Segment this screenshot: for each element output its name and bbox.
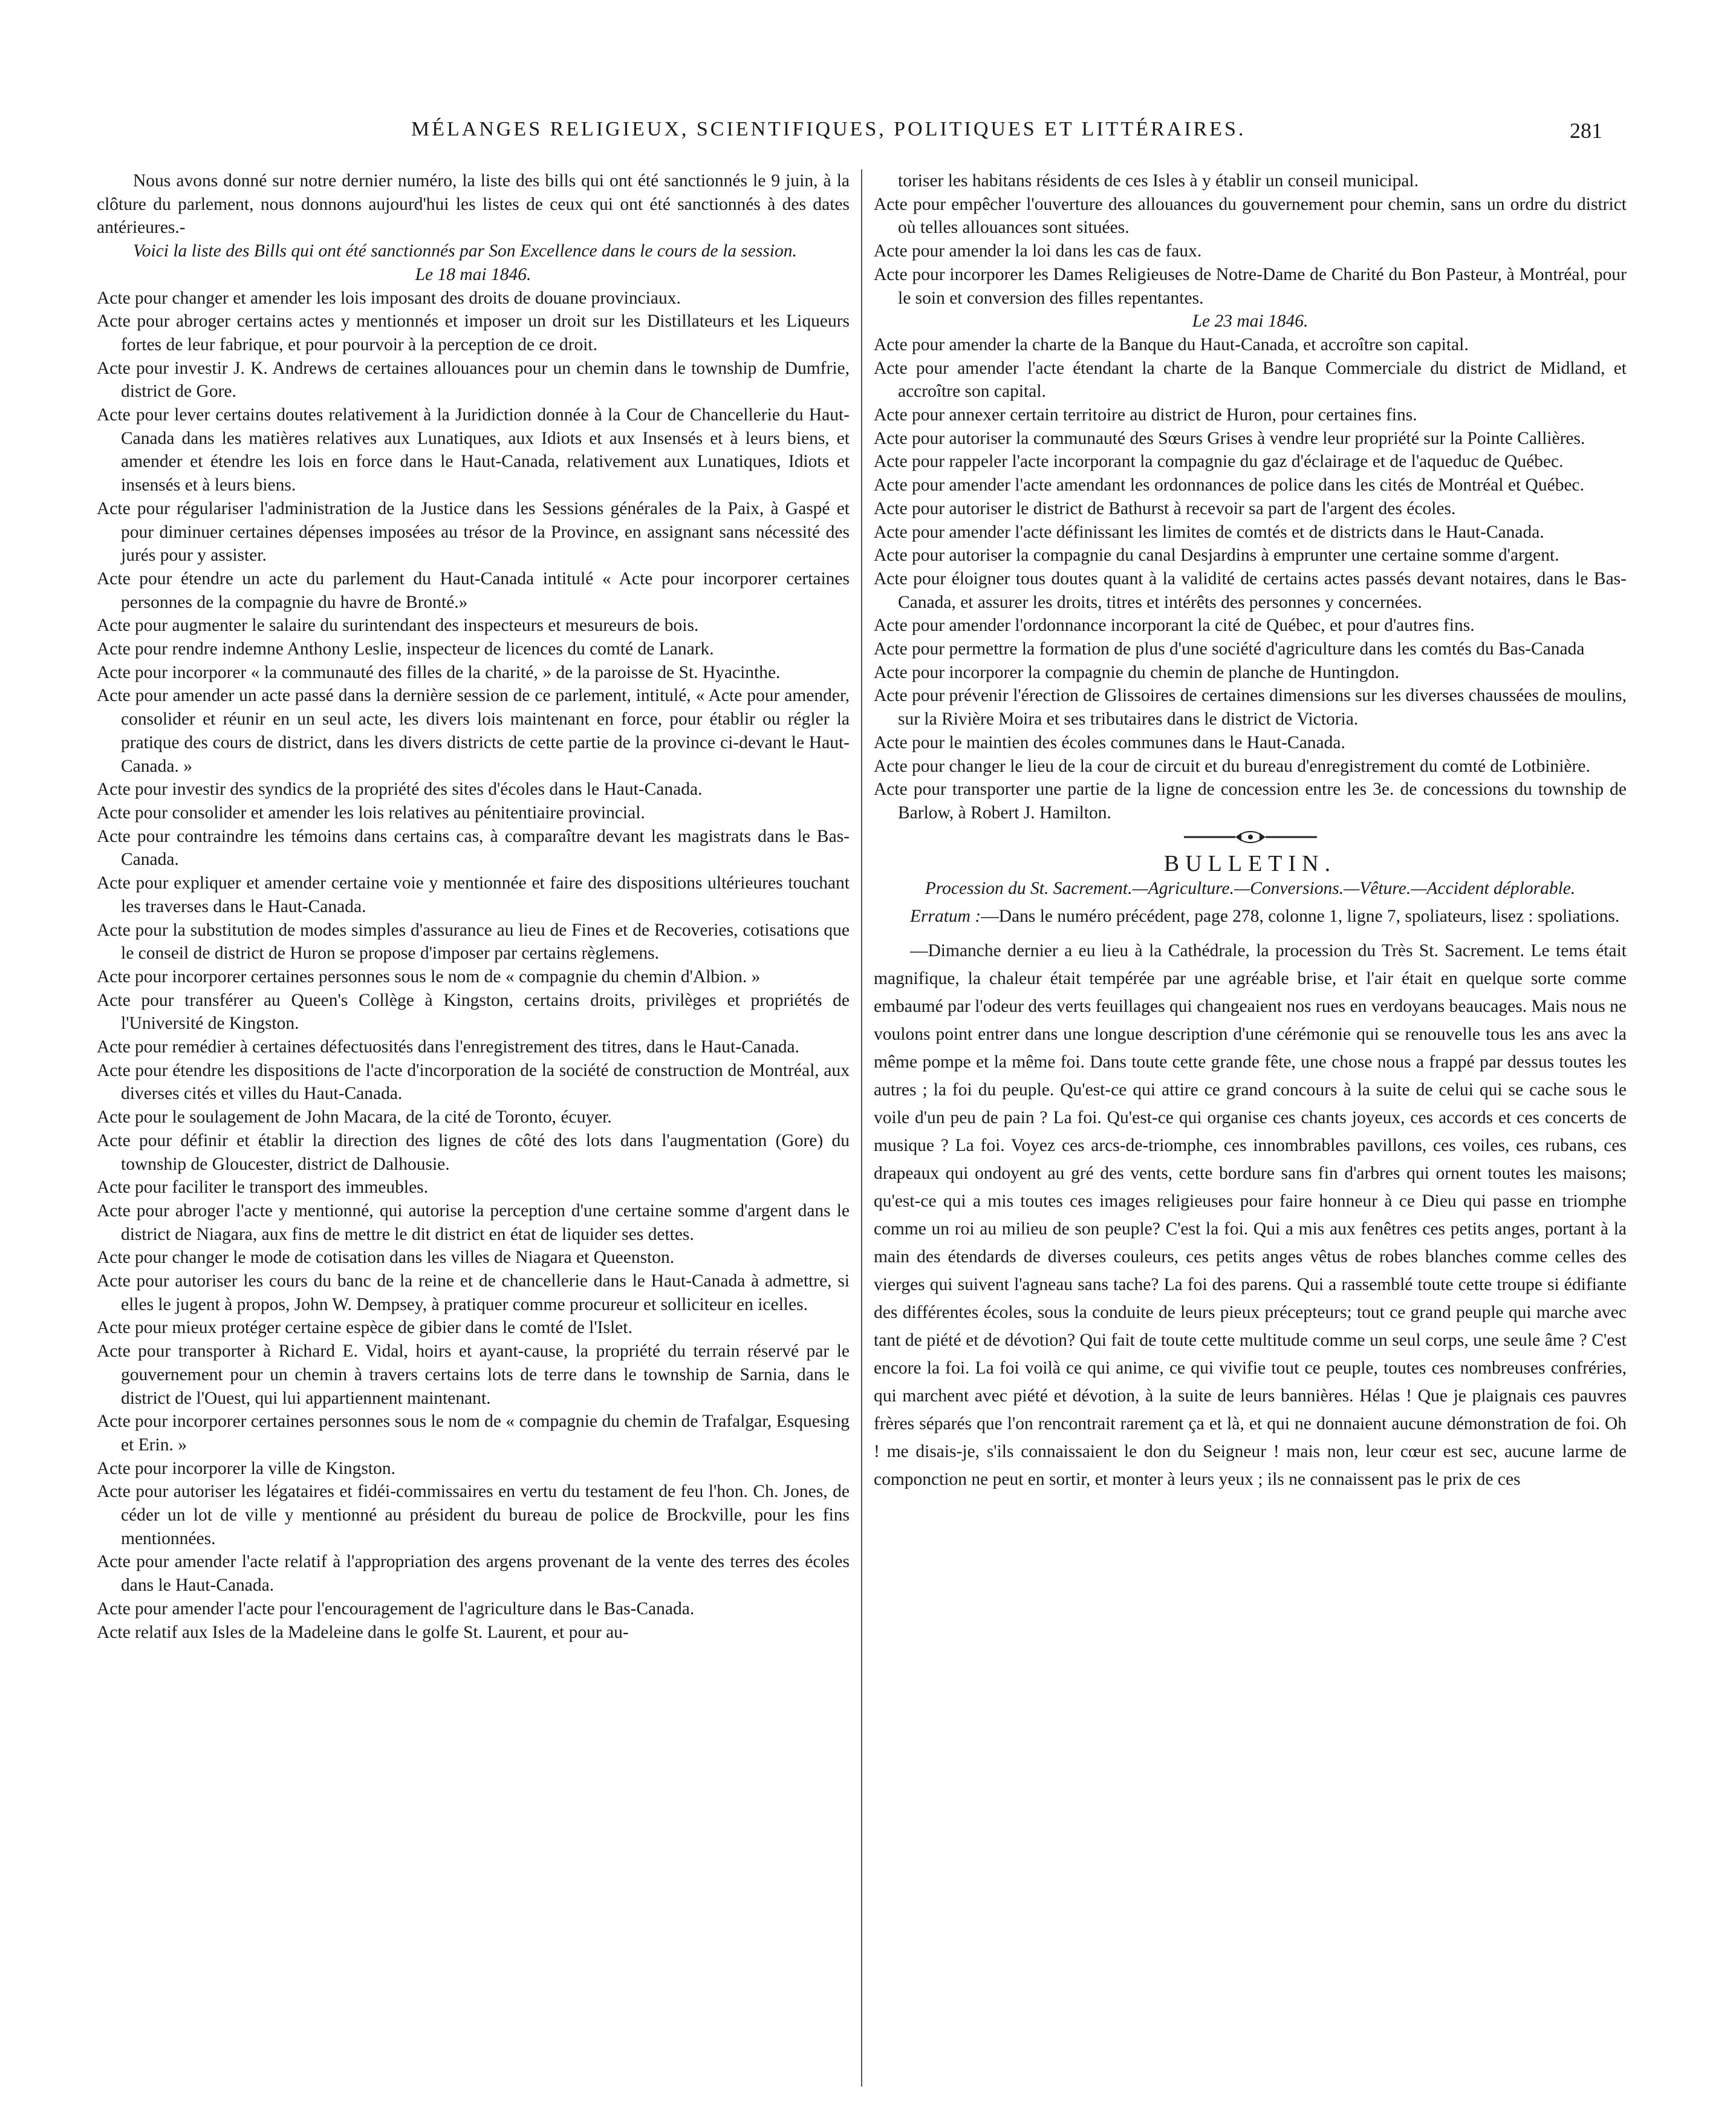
bulletin-title: BULLETIN. [1163,850,1337,876]
act-item: Acte pour autoriser les cours du banc de la reine et de chancellerie dans le Haut-Canada à admettre, si elles le jugent à propos, John W. Dempsey, à pratiquer comme procureur et solliciteur en icelles. [97,1271,850,1314]
bulletin-paragraph: —Dimanche dernier a eu lieu à la Cathédrale, la procession du Très St. Sacrement. Le tems était magnifique, la chaleur était tempérée par une agréable brise, et l'air était en quelque sorte comme embaumé par l'odeur des verts feuillages qui changeaient nos rues en verdoyans beaucages. Mais nous ne voulons point entrer dans une longue description d'une cérémonie qui se renouvelle tous les ans avec la même pompe et la même foi. Dans toute cette grande fête, une chose nous a frappé par dessus toutes les autres ; la foi du peuple. Qu'est-ce qui attire ce grand concours à la suite de celui qui se cache sous le voile d'un peu de pain ? La foi. Qu'est-ce qui organise ces chants joyeux, ces accords et ces concerts de musique ? La foi. Voyez ces arcs-de-triomphe, ces innombrables pavillons, ces voiles, ces rubans, ces drapeaux qui ondoyent au gré des vents, cette bordure sans fin d'arbres qui ornent toutes les maisons; qu'est-ce qui a mis toutes ces images religieuses pour faire honneur à ce Dieu qui passe en triomphe comme un roi au milieu de son peuple? C'est la foi. Qui a mis aux fenêtres ces petits anges, portant à la main des étendards de diverses couleurs, ces petits anges vêtus de robes blanches comme celles des vierges qui suivent l'agneau sans tache? La foi des parens. Qui a rassemblé toute cette troupe si édifiante des différentes écoles, sous la conduite de leurs pieux précepteurs; tout ce grand peuple qui marche avec tant de piété et de dévotion? Qui fait de toute cette multitude comme un seul corps, une seule âme ? C'est encore la foi. La foi voilà ce qui anime, ce qui vivifie tout ce peuple, toutes ces nombreuses confréries, qui marchent avec piété et dévotion, à la suite de leurs bannières. Hélas ! Que je plaignais ces pauvres frères séparés que l'on rencontrait rarement ça et là, et qui ne donnaient aucune démonstration de foi. Oh ! me disais-je, s'ils connaissaient le don du Seigneur ! mais non, leur cœur est sec, aucune larme de componction ne peut en sortir, et monter à leurs yeux ; ils ne connaissent pas le prix de ces [874,941,1627,1490]
act-item: Acte pour changer le lieu de la cour de circuit et du bureau d'enregistrement du comté de Lotbinière. [874,756,1590,776]
column-divider [861,169,862,2087]
act-item: Acte pour transférer au Queen's Collège à Kingston, certains droits, privilèges et propriétés de l'Université de Kingston. [97,990,850,1034]
erratum-label: Erratum : [910,907,981,927]
act-item: Acte pour définir et établir la direction des lignes de côté des lots dans l'augmentation (Gore) du township de Gloucester, district de Dalhousie. [97,1130,850,1174]
act-item: Acte pour amender la charte de la Banque du Haut-Canada, et accroître son capital. [874,334,1469,354]
erratum [874,905,1627,928]
act-item: Acte relatif aux Isles de la Madeleine dans le golfe St. Laurent, et pour au- [97,1622,629,1642]
act-item: Acte pour autoriser les légataires et fidéi-commissaires en vertu du testament de feu l'hon. Ch. Jones, de céder un lot de ville y mentionné au président du bureau de police de Brockville, pour les fins mentionnées. [97,1482,850,1548]
act-item: Acte pour amender l'acte amendant les ordonnances de police dans les cités de Montréal et Québec. [874,475,1585,495]
act-item: Acte pour empêcher l'ouverture des allouances du gouvernement pour chemin, sans un ordre du district où telles allouances sont situées. [874,194,1627,238]
acts-list [97,287,850,1644]
act-item: Acte pour faciliter le transport des immeubles. [97,1178,429,1198]
acts-list [874,333,1627,825]
date-heading: Le 18 mai 1846. [415,264,532,284]
act-item: Acte pour amender l'acte définissant les limites de comtés et de districts dans le Haut-Canada. [874,522,1544,542]
act-item: Acte pour incorporer la ville de Kingston. [97,1458,395,1478]
act-item: Acte pour amender la loi dans les cas de faux. [874,241,1202,261]
act-item: Acte pour abroger l'acte y mentionné, qui autorise la perception d'une certaine somme d'argent dans le district de Niagara, aux fins de mettre le dit district en état de liquider ses dettes. [97,1201,850,1244]
ornament-divider [874,829,1627,850]
act-item: Acte pour lever certains doutes relativement à la Juridiction donnée à la Cour de Chancellerie du Haut-Canada dans les matières relatives aux Lunatiques, aux Idiots et aux Insensés et à leurs biens, et amender et étendre les lois en force dans le Haut-Canada, relativement aux Lunatiques, Idiots et insensés et à leurs biens. [97,405,850,495]
act-item: Acte pour rendre indemne Anthony Leslie, inspecteur de licences du comté de Lanark. [97,639,714,659]
act-item: Acte pour investir J. K. Andrews de certaines allouances pour un chemin dans le township de Dumfrie, district de Gore. [97,358,850,402]
act-item: Acte pour incorporer « la communauté des filles de la charité, » de la paroisse de St. Hyacinthe. [97,662,781,682]
act-item: Acte pour le soulagement de John Macara, de la cité de Toronto, écuyer. [97,1107,612,1127]
page-number: 281 [1570,119,1602,143]
acts-list-continued [874,169,1627,310]
act-item: Acte pour la substitution de modes simples d'assurance au lieu de Fines et de Recoveries, cotisations que le conseil de district de Huron se propose d'imposer par certains règlemens. [97,920,850,963]
act-item: toriser les habitans résidents de ces Isles à y établir un conseil municipal. [898,171,1419,191]
act-item: Acte pour annexer certain territoire au district de Huron, pour certaines fins. [874,405,1417,425]
act-item: Acte pour étendre un acte du parlement du Haut-Canada intitulé « Acte pour incorporer certaines personnes de la compagnie du havre de Bronté.» [97,569,850,612]
bulletin-subtitle: Procession du St. Sacrement.—Agriculture.—Conversions.—Vêture.—Accident déplorable. [925,878,1576,898]
left-column [97,169,850,2087]
act-item: Acte pour transporter une partie de la ligne de concession entre les 3e. de concessions du township de Barlow, à Robert J. Hamilton. [874,780,1627,823]
ornament-icon [1178,829,1323,845]
act-item: Acte pour incorporer les Dames Religieuses de Notre-Dame de Charité du Bon Pasteur, à Montréal, pour le soin et conversion des filles repentantes. [874,264,1627,308]
act-item: Acte pour autoriser la communauté des Sœurs Grises à vendre leur propriété sur la Pointe Callières. [874,428,1585,448]
act-item: Acte pour changer et amender les lois imposant des droits de douane provinciaux. [97,288,681,308]
act-item: Acte pour consolider et amender les lois relatives au pénitentiaire provincial. [97,803,645,823]
act-item: Acte pour amender l'acte relatif à l'appropriation des argens provenant de la vente des terres des écoles dans le Haut-Canada. [97,1552,850,1596]
erratum-text: —Dans le numéro précédent, page 278, colonne 1, ligne 7, spoliateurs, lisez : spoliations. [981,907,1620,927]
act-item: Acte pour augmenter le salaire du surintendant des inspecteurs et mesureurs de bois. [97,616,699,636]
act-item: Acte pour transporter à Richard E. Vidal, hoirs et ayant-cause, la propriété du terrain réservé par le gouvernement pour un chemin à travers certains lots de terre dans le township de Sarnia, dans le district de l'Ouest, qui lui appartiennent maintenant. [97,1341,850,1408]
act-item: Acte pour incorporer certaines personnes sous le nom de « compagnie du chemin de Trafalgar, Esquesing et Erin. » [97,1412,850,1455]
act-item: Acte pour expliquer et amender certaine voie y mentionnée et faire des dispositions ultérieures touchant les traverses dans le Haut-Canada. [97,873,850,916]
act-item: Acte pour incorporer la compagnie du chemin de planche de Huntingdon. [874,662,1400,682]
act-item: Acte pour abroger certains actes y mentionnés et imposer un droit sur les Distillateurs et les Liqueurs fortes de leur fabrique, et pour pourvoir à la perception de ce droit. [97,311,850,354]
act-item: Acte pour incorporer certaines personnes sous le nom de « compagnie du chemin d'Albion. » [97,966,761,986]
act-item: Acte pour prévenir l'érection de Glissoires de certaines dimensions sur les diverses chaussées de moulins, sur la Rivière Moira et ses tributaires dans le district de Victoria. [874,686,1627,729]
act-item: Acte pour régulariser l'administration de la Justice dans les Sessions générales de la Paix, à Gaspé et pour diminuer certaines dépenses imposées au trésor de la Province, en assignant sans nécessité des jurés pour y assister. [97,498,850,566]
act-item: Acte pour le maintien des écoles communes dans le Haut-Canada. [874,732,1345,752]
intro-paragraph: Nous avons donné sur notre dernier numéro, la liste des bills qui ont été sanctionnés le 9 juin, à la clôture du parlement, nous donnons aujourd'hui les listes de ceux qui ont été sanctionnés à des dates antérieures.- [97,171,850,238]
act-item: Acte pour amender l'ordonnance incorporant la cité de Québec, et pour d'autres fins. [874,616,1475,636]
right-column [874,169,1627,2087]
act-item: Acte pour rappeler l'acte incorporant la compagnie du gaz d'éclairage et de l'aqueduc de Québec. [874,452,1564,472]
page-header [91,118,1602,160]
act-item: Acte pour investir des syndics de la propriété des sites d'écoles dans le Haut-Canada. [97,780,703,800]
act-item: Acte pour permettre la formation de plus d'une société d'agriculture dans les comtés du Bas-Canada [874,639,1585,659]
act-item: Acte pour amender l'acte pour l'encouragement de l'agriculture dans le Bas-Canada. [97,1599,695,1618]
list-heading: Voici la liste des Bills qui ont été sanctionnés par Son Excellence dans le cours de la session. [133,241,797,261]
running-title: MÉLANGES RELIGIEUX, SCIENTIFIQUES, POLITIQUES ET LITTÉRAIRES. [411,118,1246,140]
date-heading: Le 23 mai 1846. [1192,311,1309,331]
act-item: Acte pour étendre les dispositions de l'acte d'incorporation de la société de construction de Montréal, aux diverses cités et villes du Haut-Canada. [97,1060,850,1104]
act-item: Acte pour changer le mode de cotisation dans les villes de Niagara et Queenston. [97,1248,675,1268]
act-item: Acte pour remédier à certaines défectuosités dans l'enregistrement des titres, dans le Haut-Canada. [97,1037,799,1057]
act-item: Acte pour amender l'acte étendant la charte de la Banque Commerciale du district de Midland, et accroître son capital. [874,358,1627,402]
act-item: Acte pour autoriser la compagnie du canal Desjardins à emprunter une certaine somme d'argent. [874,546,1559,566]
act-item: Acte pour contraindre les témoins dans certains cas, à comparaître devant les magistrats dans le Bas-Canada. [97,826,850,870]
act-item: Acte pour éloigner tous doutes quant à la validité de certains actes passés devant notaires, dans le Bas-Canada, et assurer les droits, titres et intérêts des personnes y concernées. [874,569,1627,612]
act-item: Acte pour autoriser le district de Bathurst à recevoir sa part de l'argent des écoles. [874,498,1456,518]
act-item: Acte pour amender un acte passé dans la dernière session de ce parlement, intitulé, « Acte pour amender, consolider et réunir en un seul acte, les divers lois maintenant en force, pour établir ou régler la pratique des cours de district, dans les divers districts de cette partie de la province ci-devant le Haut-Canada. » [97,686,850,776]
act-item: Acte pour mieux protéger certaine espèce de gibier dans le comté de l'Islet. [97,1318,632,1338]
